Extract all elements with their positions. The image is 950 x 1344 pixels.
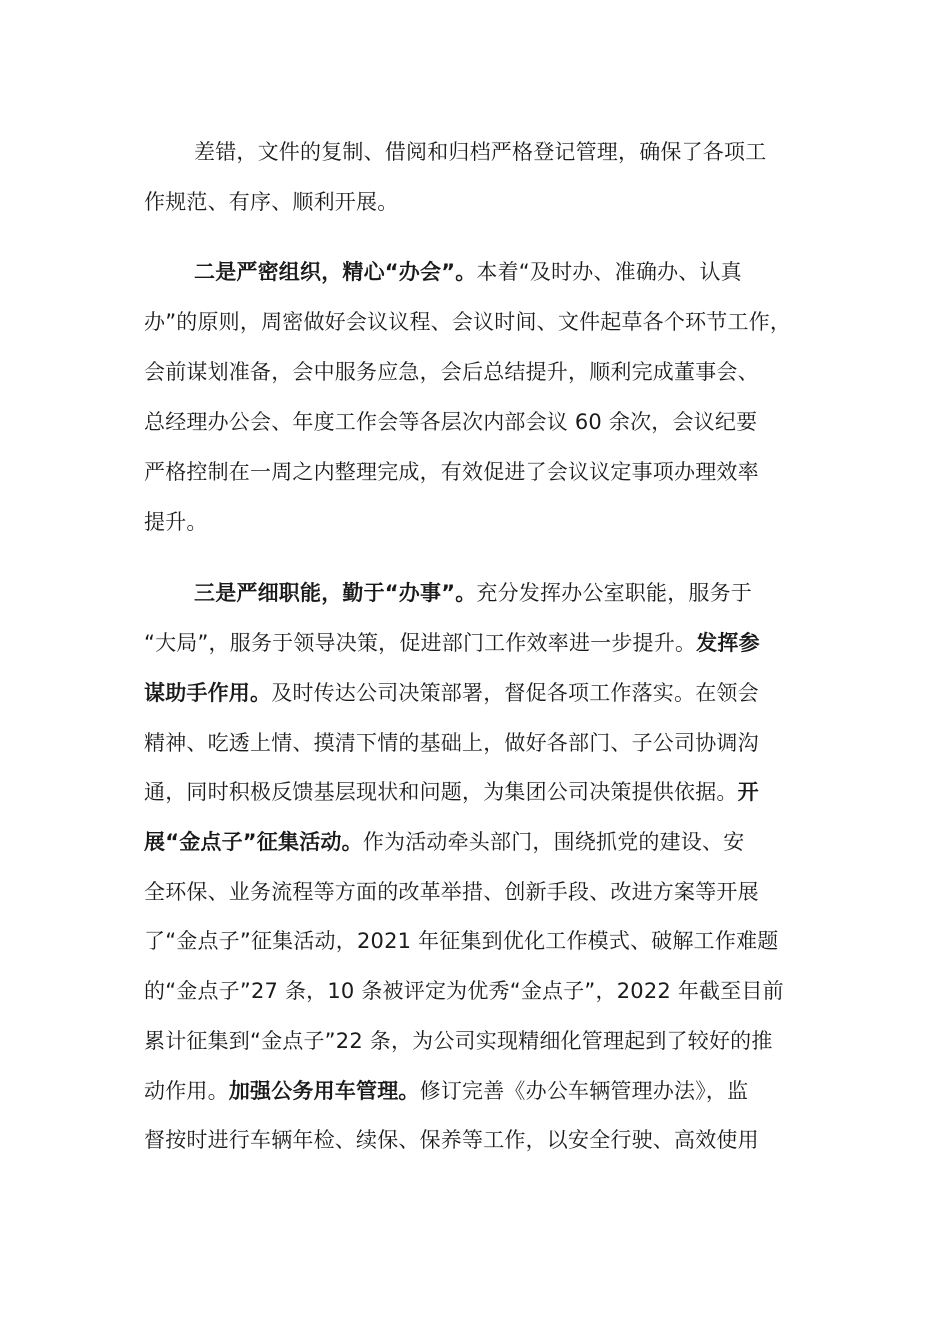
subheading-golden-ideas-start: 开 [737, 780, 759, 804]
paragraph-2-line-6: 提升。 [144, 510, 208, 534]
paragraph-3-line-5 [144, 777, 759, 807]
subheading-advisor-end: 谋助手作用。 [144, 681, 272, 705]
paragraph-3-line-3 [144, 678, 759, 708]
paragraph-3-line-11-rest: 修订完善《办公车辆管理办法》，监 [419, 1079, 749, 1103]
paragraph-3-line-6 [144, 827, 744, 857]
paragraph-2-heading: 二是严密组织，精心“办会”。 [194, 260, 477, 284]
paragraph-3-line-11 [144, 1076, 748, 1106]
paragraph-1-line-1: 差错，文件的复制、借阅和归档严格登记管理，确保了各项工 [194, 140, 767, 164]
paragraph-3-line-1 [194, 578, 752, 608]
paragraph-3-line-10: 累计征集到“金点子”22 条，为公司实现精细化管理起到了较好的推 [144, 1029, 773, 1053]
paragraph-3-line-6-text: 作为活动牵头部门，围绕抓党的建设、安 [362, 830, 745, 854]
paragraph-3-line-11-text: 动作用。 [144, 1079, 229, 1103]
paragraph-3-line-9: 的“金点子”27 条，10 条被评定为优秀“金点子”，2022 年截至目前 [144, 979, 784, 1003]
paragraph-3-line-7: 全环保、业务流程等方面的改革举措、创新手段、改进方案等开展 [144, 880, 759, 904]
paragraph-3-heading: 三是严细职能，勤于“办事”。 [194, 581, 477, 605]
paragraph-3-line-1-text: 充分发挥办公室职能，服务于 [476, 581, 753, 605]
paragraph-2-line-5: 严格控制在一周之内整理完成，有效促进了会议议定事项办理效率 [144, 460, 759, 484]
subheading-advisor-start: 发挥参 [696, 631, 760, 655]
subheading-golden-ideas-end: 展“金点子”征集活动。 [144, 830, 363, 854]
paragraph-1-line-2: 作规范、有序、顺利开展。 [144, 190, 399, 214]
paragraph-2-line-2: 办”的原则，周密做好会议议程、会议时间、文件起草各个环节工作， [144, 310, 792, 334]
paragraph-3-line-4: 精神、吃透上情、摸清下情的基础上，做好各部门、子公司协调沟 [144, 731, 759, 755]
paragraph-3-line-8: 了“金点子”征集活动，2021 年征集到优化工作模式、破解工作难题 [144, 929, 779, 953]
paragraph-3-line-2-text: “大局”，服务于领导决策，促进部门工作效率进一步提升。 [144, 631, 697, 655]
paragraph-3-line-12: 督按时进行车辆年检、续保、保养等工作，以安全行驶、高效使用 [144, 1128, 759, 1152]
paragraph-2-line-1-text: 本着“及时办、准确办、认真 [476, 260, 742, 284]
paragraph-3-line-5-text: 通，同时积极反馈基层现状和问题，为集团公司决策提供依据。 [144, 780, 738, 804]
paragraph-2-line-1 [194, 257, 742, 287]
paragraph-3-line-3-text: 及时传达公司决策部署，督促各项工作落实。在领会 [271, 681, 759, 705]
subheading-vehicle-management: 加强公务用车管理。 [228, 1079, 420, 1103]
paragraph-2-line-3: 会前谋划准备，会中服务应急，会后总结提升，顺利完成董事会、 [144, 360, 759, 384]
paragraph-3-line-2 [144, 628, 760, 658]
paragraph-2-line-4: 总经理办公会、年度工作会等各层次内部会议 60 余次，会议纪要 [144, 410, 758, 434]
